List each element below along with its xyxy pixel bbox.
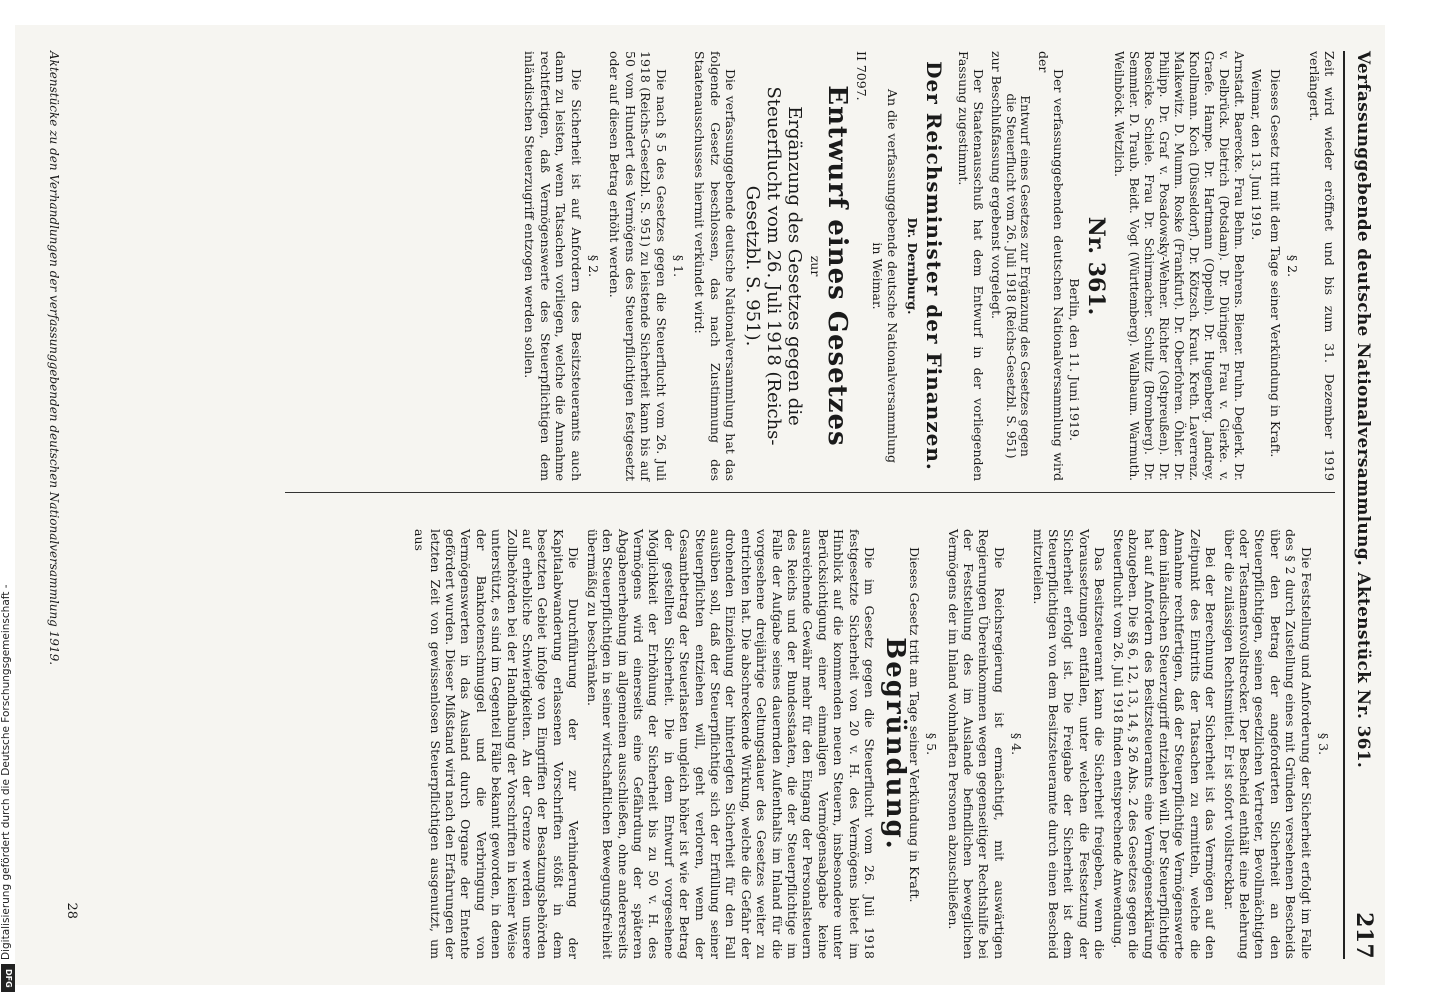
running-header bbox=[1349, 51, 1377, 959]
minister-title: Der Reichsminister der Finanzen. bbox=[922, 61, 947, 471]
header-rule bbox=[1343, 51, 1345, 959]
page-number: 217 bbox=[1351, 912, 1377, 959]
draft-sub1: zur bbox=[807, 255, 823, 277]
section-3-title: § 3. bbox=[1316, 732, 1331, 756]
section-1-text: Die nach § 5 des Gesetzes gegen die Steuerflucht vom 26. Juli 1918 (Reichs-Gesetzbl. S. 951) zu leistende Sicherheit kann bis auf 50 vom Hundert des Vermögens des Steuerpflichtigen festgesetzt oder auf diesen Betrag erhöht werden. bbox=[607, 51, 669, 481]
left-column bbox=[519, 51, 1337, 481]
section-5-title: § 5. bbox=[924, 732, 940, 756]
section-3-text2: Bei der Berechnung der Sicherheit ist das Vermögen auf den Zeitpunkt des Eintritts der Tatsachen zu ermitteln, welche die Annahme rechtfertigen, daß der Steuerpflichtige Vermögenswerte dem inländischen Steuerzugriff entziehen will. Der Steuerpflichtige hat auf Anfordern des Besitzsteueramts eine Vermögenserklärung abzugeben. Die §§ 6, 12, 13, 14, § 26 Abs. 2 des Gesetzes gegen die Steuerflucht vom 26. Juli 1918 finden entsprechende Anwendung. bbox=[1110, 529, 1219, 959]
right-column bbox=[409, 529, 1337, 959]
addressee: An die verfassunggebende deutsche Nationalversammlung in Weimar. bbox=[869, 89, 901, 463]
draft-sub2: Ergänzung des Gesetzes gegen die Steuerflucht vom 26. Juli 1918 (Reichs-Gesetzbl. S. 951). bbox=[742, 86, 806, 446]
dfg-logo: DFG bbox=[1, 964, 15, 992]
begruendung-text-1: Die im Gesetz gegen die Steuerflucht vom 26. Juli 1918 festgesetzte Sicherheit von 20 v. H. des Vermögens bietet im Hinblick auf die kommenden neuen Steuern, insbesondere unter Berücksichtigung einer einmaligen Vermögensabgabe keine ausreichende Gewähr mehr für den Eingang der Personalsteuern des Reichs und der Bundesstaaten, die der Steuerpflichtige im Falle der Aufgabe seines dauernden Aufenthalts im Inland für die vorgesehene dreijährige Geltungsdauer des Gesetzes weiter zu entrichten hat. Die abschreckende Wirkung, welche die Gefahr der drohenden Einziehung der hinterlegten Sicherheit für den Fall ausüben soll, daß der Steuerpflichtige sich der Erfüllung seiner Steuerpflichten entziehen will, geht verloren, wenn der Gesamtbetrag der Steuerlasten ungleich höher ist wie der Betrag der gestellten Sicherheit. Die in dem Entwurf vorgesehene Möglichkeit der Erhöhung der Sicherheit bis zu 50 v. H. des Vermögens wird einerseits eine Gefährdung der späteren Abgabenerhebung im allgemeinen ausschließen, ohne andererseits den Steuerpflichtigen in seiner wirtschaftlichen Bewegungsfreiheit übermäßig zu beschränken. bbox=[584, 529, 878, 959]
section-2-text: Dieses Gesetz tritt mit dem Tage seiner Verkündung in Kraft. bbox=[1267, 69, 1283, 458]
footer-text: Aktenstücke zu den Verhandlungen der verfassunggebenden deutschen Nationalversammlung 1919. bbox=[47, 51, 61, 666]
digitization-note: Digitalisierung gefördert durch die Deutsche Forschungsgemeinschaft - bbox=[0, 584, 12, 960]
enactment-text: Die verfassunggebende deutsche Nationalversammlung hat das folgende Gesetz beschlossen, das nach Zustimmung des Staatenausschusses hiermit verkündet wird: bbox=[692, 51, 739, 481]
doc-number: Nr. 361. bbox=[1082, 216, 1109, 316]
begruendung-text-2: Die Durchführung der zur Verhinderung der Kapitalabwanderung erlassenen Vorschriften stößt in dem besetzten Gebiet infolge von Eingriffen der Besatzungsbehörden auf erhebliche Schwierigkeiten. An der Grenze werden unsere Zollbehörden bei der Handhabung der Vorschriften in keiner Weise unterstützt, es sind im Gegenteil Fälle bekannt geworden, in denen der Banknotenschmuggel und die Verbringung von Vermögenswerten in das Ausland durch Organe der Entente gefördert wurden. Dieser Mißstand wird nach den Erfahrungen der letzten Zeit von gewissenlosen Steuerpflichtigen ausgenutzt, um aus bbox=[412, 529, 582, 959]
begruendung-heading: Begründung. bbox=[880, 637, 911, 851]
place-date: Weimar, den 13. Juni 1919. bbox=[1249, 69, 1265, 241]
page-footer bbox=[37, 51, 79, 959]
draft-reference: Entwurf eines Gesetzes zur Ergänzung des Gesetzes gegen die Steuerflucht vom 26. Juli 1918 (Reichs-Gesetzbl. S. 951) bbox=[1004, 93, 1033, 459]
staatenausschuss: Der Staatenausschuß hat dem Entwurf in der vorliegenden Fassung zugestimmt. bbox=[955, 51, 986, 481]
draft-heading: Entwurf eines Gesetzes bbox=[822, 85, 853, 447]
berlin-date: Berlin, den 11. Juni 1919. bbox=[1066, 278, 1082, 441]
section-4-title: § 4. bbox=[1009, 732, 1025, 756]
section-5-text: Dieses Gesetz tritt am Tage seiner Verkündung in Kraft. bbox=[906, 547, 922, 903]
running-title: Verfassunggebende deutsche Nationalversammlung. Aktenstück Nr. 361. bbox=[1353, 51, 1373, 769]
section-2b-title: § 2. bbox=[586, 254, 602, 278]
document-page bbox=[15, 25, 1385, 985]
section-2b-text: Die Sicherheit ist auf Anfordern des Besitzsteueramts auch dann zu leisten, wenn Tatsachen vorliegen, welche die Annahme rechtfertigen, daß Vermögenswerte des Steuerpflichtigen dem inländischen Steuerzugriff entzogen werden sollen. bbox=[522, 51, 584, 481]
intro-letter: Der verfassunggebenden deutschen Nationalversammlung wird der bbox=[1035, 51, 1067, 481]
column-divider bbox=[285, 492, 1335, 493]
section-1-title: § 1. bbox=[671, 254, 687, 278]
section-3-text3: Das Besitzsteueramt kann die Sicherheit freigeben, wenn die Voraussetzungen entfallen, unter welchen die Festsetzung der Sicherheit erfolgt ist. Die Freigabe der Sicherheit ist dem Steuerpflichtigen von dem Besitzsteueramte durch einen Bescheid mitzuteilen. bbox=[1030, 529, 1108, 959]
section-4-text: Die Reichsregierung ist ermächtigt, mit auswärtigen Regierungen Übereinkommen wegen gegenseitiger Rechtshilfe bei der Feststellung des im Auslande befindlichen beweglichen Vermögens der im Inland wohnhaften Personen abzuschließen. bbox=[945, 529, 1007, 959]
footer-page-number: 28 bbox=[64, 902, 79, 919]
signatories: Arnstadt. Baerecke. Frau Behm. Behrens. Biener. Bruhn. Deglerk. Dr. v. Delbrück. Dietrich (Potsdam). Dr. Düringer. Frau v. Gierke. v. Graefe. Hampe. Dr. Hartmann (Oppeln). Dr. Hugenberg. Jandrey. Knollmann. Koch (Düsseldorf). Dr. Kötzsch. Kraut. Kreth. Laverrenz. Malkewitz. D. Mumm. Roske (Frankfurt). Dr. Oberfohren. Öhler. Dr. Philipp. Dr. Graf v. Posadowsky-Wehner. Richter (Ostpreußen). Dr. Roesicke. Schiele. Frau Dr. Schirmacher. Schultz (Bromberg). Dr. Semmler. D. Traub. Beidt. Vogt (Württemberg). Wallbaum. Warmuth. Weilnböck. Wetzlich. bbox=[1111, 51, 1246, 481]
section-2-title: § 2. bbox=[1285, 254, 1301, 278]
reference-number: II 7097. bbox=[854, 51, 870, 101]
intro-text: Zeit wird wieder eröffnet und bis zum 31. Dezember 1919 verlängert. bbox=[1306, 51, 1337, 481]
section-3-text: Die Feststellung und Anforderung der Sicherheit erfolgt im Falle des § 2 durch Zustellung eines mit Gründen versehenen Bescheids über den Betrag der angeforderten Sicherheit an den Steuerpflichtigen, seinen gesetzlichen Vertreter, Bevollmächtigten oder Testamentsvollstrecker. Der Bescheid enthält eine Belehrung über die zulässigen Rechtsmittel. Er ist sofort vollstreckbar. bbox=[1221, 529, 1314, 959]
minister-name: Dr. Dernburg. bbox=[904, 217, 920, 315]
digitization-stamp bbox=[0, 560, 16, 1000]
submission: zur Beschlußfassung ergebenst vorgelegt. bbox=[989, 51, 1005, 320]
